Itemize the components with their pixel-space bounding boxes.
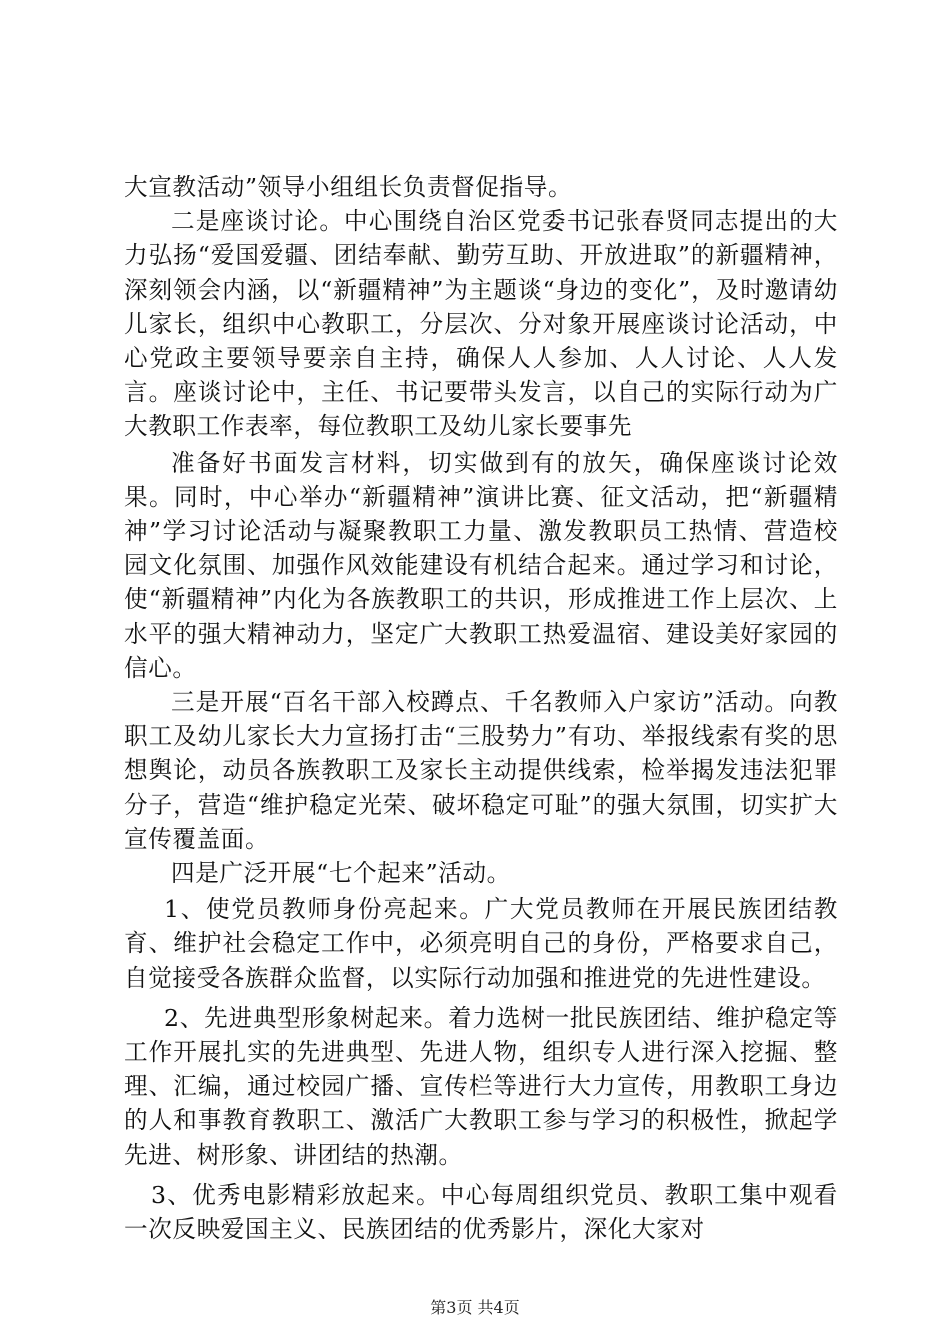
paragraph-5: 四是广泛开展“七个起来”活动。 — [171, 859, 511, 888]
paragraph-3: 准备好书面发言材料，切实做到有的放矢，确保座谈讨论效果。同时，中心举办“新疆精神”演讲比赛、征文活动，把“新疆精神”学习讨论活动与凝聚教职工力量、激发教职员工热情、营造校园文化氛围、加强作风效能建设有机结合起来。通过学习和讨论，使“新疆精神”内化为各族教职工的共识，形成推进工作上层次、上水平的强大精神动力，坚定广大教职工热爱温宿、建设美好家园的信心。 — [124, 448, 838, 682]
paragraph-1: 大宣教活动”领导小组组长负责督促指导。 — [124, 173, 573, 201]
paragraph-6: 1、使党员教师身份亮起来。广大党员教师在开展民族团结教育、维护社会稳定工作中，必须亮明自己的身份，严格要求自己，自觉接受各族群众监督，以实际行动加强和推进党的先进性建设。 — [124, 895, 838, 992]
paragraph-7: 2、先进典型形象树起来。着力选树一批民族团结、维护稳定等工作开展扎实的先进典型、先进人物，组织专人进行深入挖掘、整理、汇编，通过校园广播、宣传栏等进行大力宣传，用教职工身边的人和事教育教职工、激活广大教职工参与学习的积极性，掀起学先进、树形象、讲团结的热潮。 — [124, 1003, 838, 1169]
paragraph-4: 三是开展“百名干部入校蹲点、千名教师入户家访”活动。向教职工及幼儿家长大力宣扬打击“三股势力”有功、举报线索有奖的思想舆论，动员各族教职工及家长主动提供线索，检举揭发违法犯罪分子，营造“维护稳定光荣、破坏稳定可耻”的强大氛围，切实扩大宣传覆盖面。 — [124, 688, 838, 853]
document-body — [124, 170, 838, 1246]
paragraph-8: 3、优秀电影精彩放起来。中心每周组织党员、教职工集中观看一次反映爱国主义、民族团结的优秀影片，深化大家对 — [124, 1180, 838, 1244]
page-number-footer: 第3页 共4页 — [430, 1298, 520, 1317]
paragraph-2: 二是座谈讨论。中心围绕自治区党委书记张春贤同志提出的大力弘扬“爱国爱疆、团结奉献、勤劳互助、开放进取”的新疆精神，深刻领会内涵，以“新疆精神”为主题谈“身边的变化”，及时邀请幼儿家长，组织中心教职工，分层次、分对象开展座谈讨论活动，中心党政主要领导要亲自主持，确保人人参加、人人讨论、人人发言。座谈讨论中，主任、书记要带头发言，以自己的实际行动为广大教职工作表率，每位教职工及幼儿家长要事先 — [124, 207, 838, 441]
